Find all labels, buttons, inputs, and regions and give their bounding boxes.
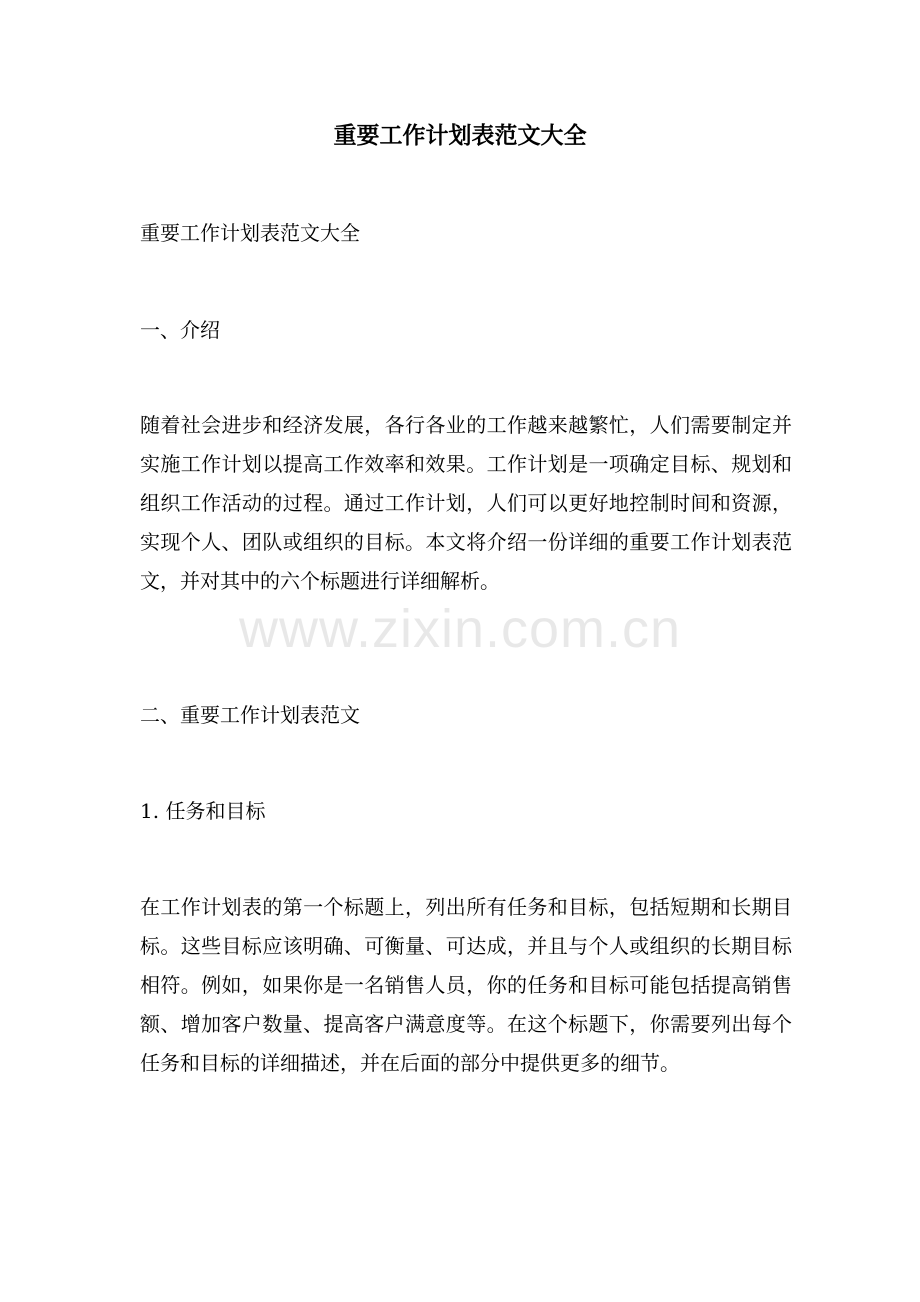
site-watermark: www.zixin.com.cn (238, 599, 682, 659)
item-heading-tasks-goals: 1. 任务和目标 (140, 799, 266, 823)
tasks-goals-paragraph: 在工作计划表的第一个标题上，列出所有任务和目标，包括短期和长期目标。这些目标应该明确、可衡量、可达成，并且与个人或组织的长期目标相符。例如，如果你是一名销售人员，你的任务和目标可能包括提高销售额、增加客户数量、提高客户满意度等。在这个标题下，你需要列出每个任务和目标的详细描述，并在后面的部分中提供更多的细节。 (140, 895, 792, 1075)
section-heading-intro: 一、介绍 (140, 318, 220, 342)
section-heading-sample: 二、重要工作计划表范文 (140, 703, 360, 727)
document-subtitle: 重要工作计划表范文大全 (140, 221, 360, 245)
intro-paragraph: 随着社会进步和经济发展，各行各业的工作越来越繁忙，人们需要制定并实施工作计划以提高工作效率和效果。工作计划是一项确定目标、规划和组织工作活动的过程。通过工作计划，人们可以更好地控制时间和资源，实现个人、团队或组织的目标。本文将介绍一份详细的重要工作计划表范文，并对其中的六个标题进行详细解析。 (140, 413, 792, 593)
document-title: 重要工作计划表范文大全 (333, 122, 587, 149)
